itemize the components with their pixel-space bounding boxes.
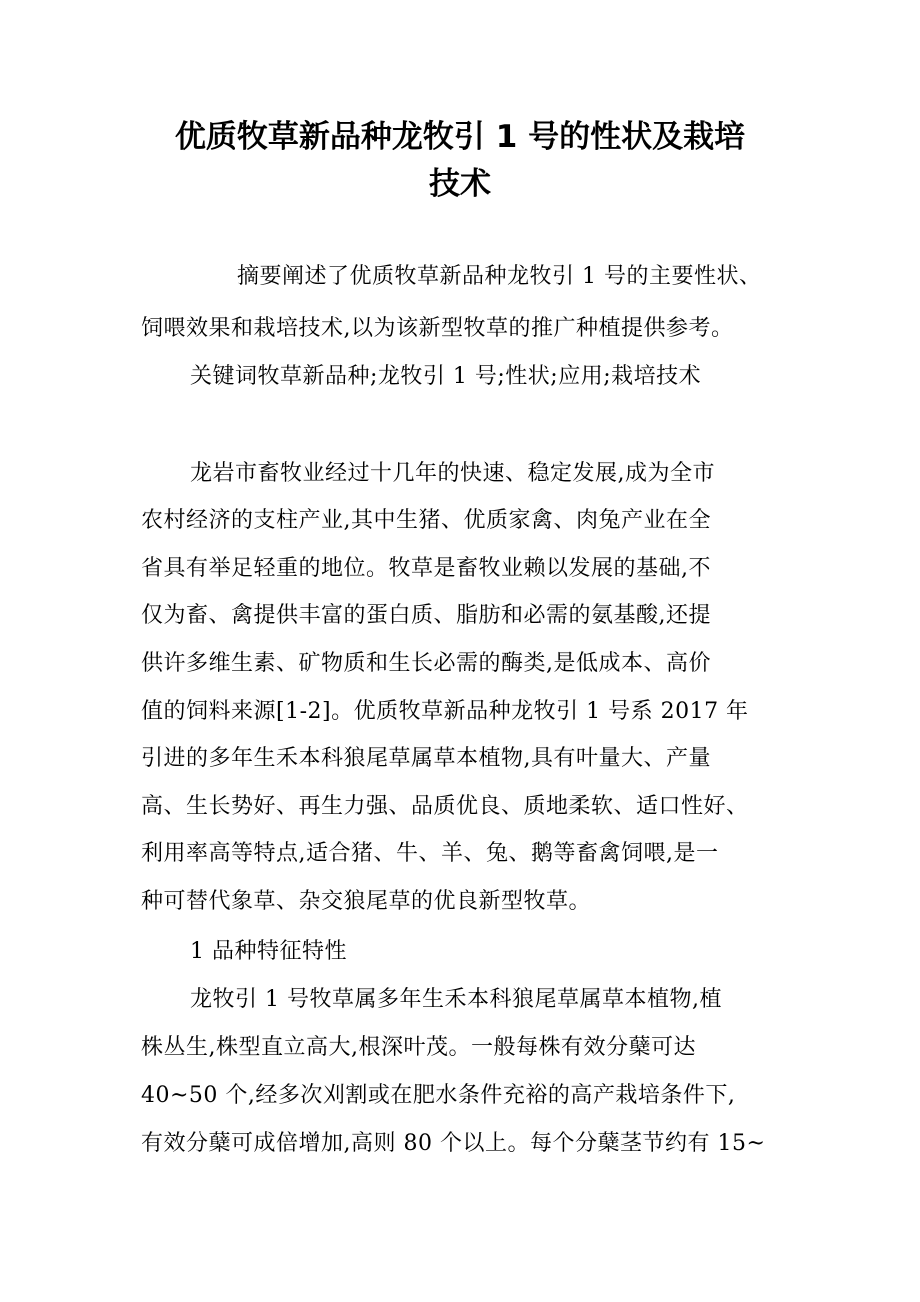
title-line-2: 技术: [429, 166, 491, 202]
intro-line-10: 种可替代象草、杂交狼尾草的优良新型牧草。: [141, 889, 592, 914]
intro-line-8: 高、生长势好、再生力强、品质优良、质地柔软、适口性好、: [141, 794, 749, 819]
section-1-line-4: 有效分蘖可成倍增加,高则 80 个以上。每个分蘖茎节约有 15~: [141, 1131, 766, 1156]
section-1-line-3: 40~50 个,经多次刈割或在肥水条件充裕的高产栽培条件下,: [141, 1083, 736, 1108]
intro-line-7: 引进的多年生禾本科狼尾草属草本植物,具有叶量大、产量: [141, 746, 711, 771]
intro-line-3: 省具有举足轻重的地位。牧草是畜牧业赖以发展的基础,不: [141, 556, 711, 581]
section-1-heading: 1 品种特征特性: [190, 939, 347, 964]
intro-line-5: 供许多维生素、矿物质和生长必需的酶类,是低成本、高价: [141, 651, 711, 676]
keywords-line: 关键词牧草新品种;龙牧引 1 号;性状;应用;栽培技术: [190, 364, 702, 389]
section-1-line-2: 株丛生,株型直立高大,根深叶茂。一般每株有效分蘖可达: [141, 1035, 696, 1060]
abstract-line-1: 摘要阐述了优质牧草新品种龙牧引 1 号的主要性状、: [237, 264, 762, 289]
intro-line-6: 值的饲料来源[1-2]。优质牧草新品种龙牧引 1 号系 2017 年: [141, 699, 749, 724]
intro-line-2: 农村经济的支柱产业,其中生猪、优质家禽、肉兔产业在全: [141, 508, 711, 533]
section-1-line-1: 龙牧引 1 号牧草属多年生禾本科狼尾草属草本植物,植: [190, 987, 722, 1012]
intro-line-9: 利用率高等特点,适合猪、牛、羊、兔、鹅等畜禽饲喂,是一: [141, 841, 719, 866]
intro-line-4: 仅为畜、禽提供丰富的蛋白质、脂肪和必需的氨基酸,还提: [141, 603, 711, 628]
title-line-1: 优质牧草新品种龙牧引 1 号的性状及栽培: [174, 119, 746, 155]
abstract-line-2: 饲喂效果和栽培技术,以为该新型牧草的推广种植提供参考。: [141, 316, 734, 341]
intro-line-1: 龙岩市畜牧业经过十几年的快速、稳定发展,成为全市: [190, 461, 715, 486]
